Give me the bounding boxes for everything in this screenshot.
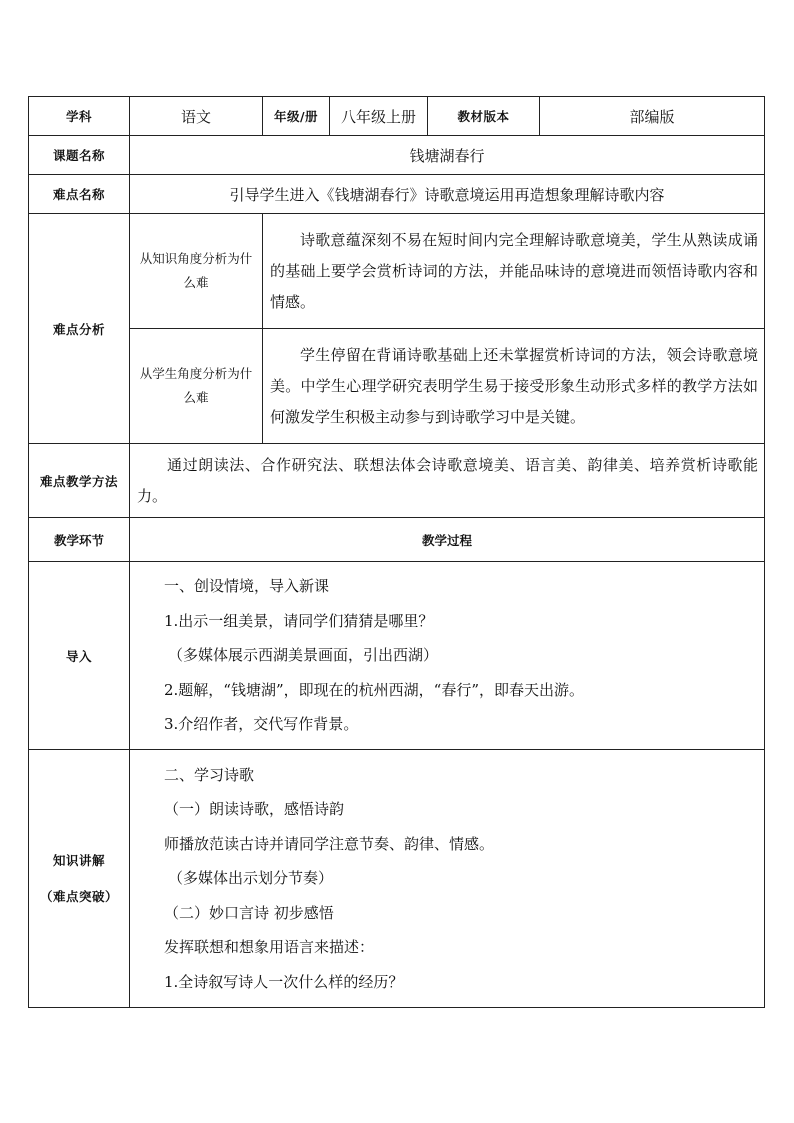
- subject-value: 语文: [130, 97, 263, 136]
- knowledge-content: [130, 750, 765, 1008]
- knowledge-line: 1.全诗叙写诗人一次什么样的经历？: [164, 972, 404, 991]
- knowledge-row: [29, 750, 765, 1008]
- knowledge-line: （一）朗读诗歌，感悟诗韵: [164, 800, 345, 819]
- student-angle-text: 学生停留在背诵诗歌基础上还未掌握赏析诗词的方法，领会诗歌意境美。中学生心理学研究表明学生易于接受形象生动形式多样的教学方法如何激发学生积极主动参与到诗歌学习中是关键。: [263, 329, 765, 444]
- knowledge-angle-text: 诗歌意蕴深刻不易在短时间内完全理解诗歌意境美，学生从熟读成诵的基础上要学会赏析诗词的方法，并能品味诗的意境进而领悟诗歌内容和情感。: [263, 214, 765, 329]
- process-header-row: [29, 518, 765, 562]
- knowledge-label-cell: [29, 750, 130, 1008]
- intro-line: （多媒体展示西湖美景画面，引出西湖）: [168, 646, 439, 665]
- analysis-row-student: [29, 329, 765, 444]
- grade-value: 八年级上册: [330, 97, 428, 136]
- method-row: [29, 444, 765, 518]
- intro-content: [130, 562, 765, 750]
- knowledge-line: （二）妙口言诗 初步感悟: [164, 903, 334, 922]
- intro-line: 1.出示一组美景，请同学们猜猜是哪里？: [164, 611, 434, 630]
- intro-label: 导入: [29, 562, 130, 750]
- grade-label: 年级/册: [263, 97, 330, 136]
- knowledge-line: 师播放范读古诗并请同学注意节奏、韵律、情感。: [164, 834, 495, 853]
- edition-label: 教材版本: [428, 97, 540, 136]
- lesson-row: [29, 136, 765, 175]
- info-row: [29, 97, 765, 136]
- subject-label: 学科: [29, 97, 130, 136]
- process-header: 教学过程: [130, 518, 765, 562]
- intro-row: [29, 562, 765, 750]
- edition-value: 部编版: [540, 97, 765, 136]
- intro-line: 一、创设情境，导入新课: [164, 577, 330, 596]
- knowledge-angle-label: 从知识角度分析为什么难: [130, 214, 263, 329]
- lesson-label: 课题名称: [29, 136, 130, 175]
- intro-line: 2.题解，“钱塘湖”，即现在的杭州西湖，“春行”，即春天出游。: [164, 680, 584, 699]
- lesson-plan-sheet: [28, 96, 764, 1008]
- lesson-title: 钱塘湖春行: [130, 136, 765, 175]
- analysis-label: 难点分析: [29, 214, 130, 444]
- difficulty-value: 引导学生进入《钱塘湖春行》诗歌意境运用再造想象理解诗歌内容: [130, 175, 765, 214]
- knowledge-sublabel: （难点突破）: [39, 888, 118, 904]
- difficulty-row: [29, 175, 765, 214]
- difficulty-label: 难点名称: [29, 175, 130, 214]
- method-text: 通过朗读法、合作研究法、联想法体会诗歌意境美、语言美、韵律美、培养赏析诗歌能力。: [130, 444, 765, 518]
- stage-header: 教学环节: [29, 518, 130, 562]
- knowledge-label: 知识讲解: [52, 852, 105, 868]
- lesson-plan-table: [28, 96, 765, 1008]
- intro-line: 3.介绍作者，交代写作背景。: [164, 715, 359, 734]
- analysis-row-knowledge: [29, 214, 765, 329]
- student-angle-label: 从学生角度分析为什么难: [130, 329, 263, 444]
- method-label: 难点教学方法: [29, 444, 130, 518]
- knowledge-line: （多媒体出示划分节奏）: [168, 869, 334, 888]
- knowledge-line: 二、学习诗歌: [164, 765, 255, 784]
- knowledge-line: 发挥联想和想象用语言来描述：: [164, 938, 375, 957]
